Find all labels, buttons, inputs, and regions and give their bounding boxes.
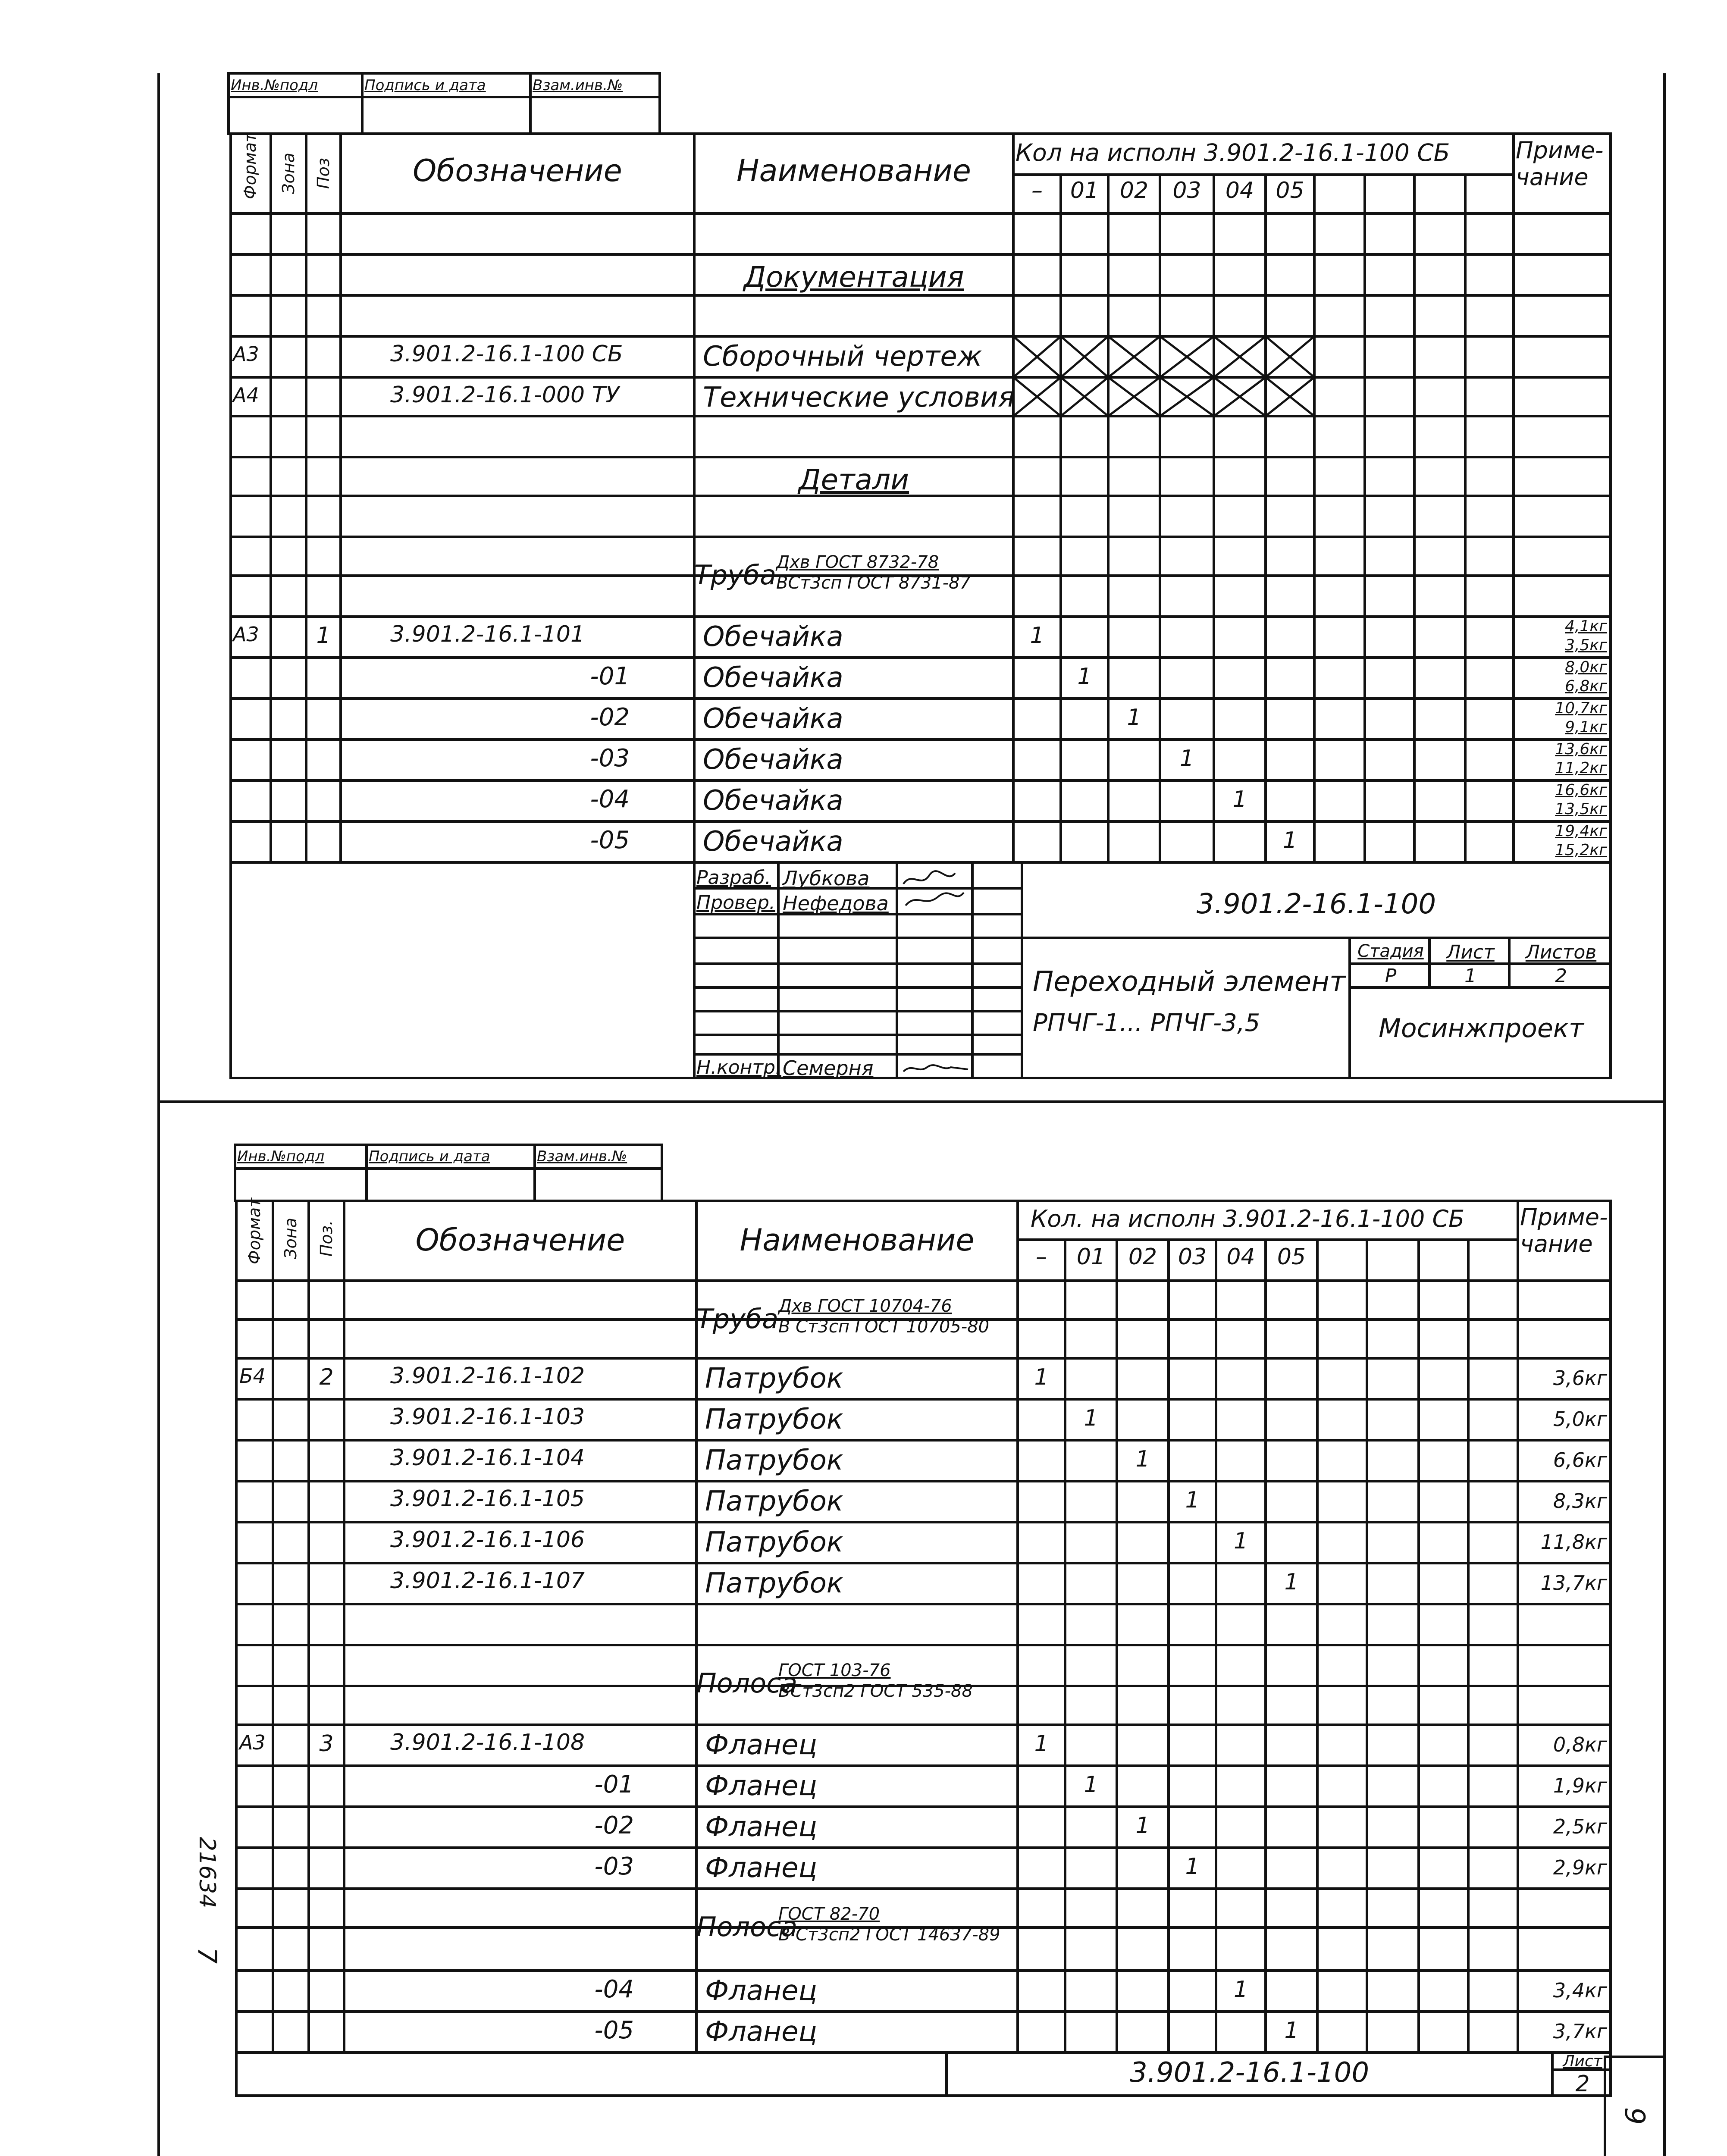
row-name: Фланец	[705, 1729, 817, 1761]
row-name: Обечайка	[703, 702, 843, 735]
row-position: 2	[319, 1364, 334, 1391]
stamp-replace-label-2: Взам.инв.№	[537, 1148, 627, 1165]
row-mass: 3,6кг	[1553, 1366, 1607, 1390]
row-designation: 3.901.2-16.1-106	[390, 1527, 585, 1553]
row-name: Фланец	[705, 1811, 817, 1843]
row-qty: 1	[1233, 1528, 1248, 1554]
role-norm-control: Н.контр.	[696, 1056, 781, 1078]
row-qty: 1	[1077, 664, 1092, 690]
stamp-inv-label-2: Инв.№подл	[237, 1148, 325, 1165]
row-material-spec-bottom: ВСт3сп2 ГОСТ 535-88	[778, 1681, 973, 1701]
qty-col-header: 01	[1076, 1244, 1106, 1270]
row-mass-top: 4,1кг	[1565, 617, 1607, 635]
row-qty: 1	[1179, 746, 1194, 772]
organization: Мосинжпроект	[1379, 1013, 1584, 1044]
row-qty: 1	[1084, 1405, 1098, 1432]
page-number: 9	[1618, 2107, 1650, 2125]
row-mass: 1,9кг	[1553, 1774, 1607, 1797]
doc-title-line1: Переходный элемент	[1033, 966, 1346, 998]
sheets-value: 2	[1555, 965, 1567, 987]
row-name: Обечайка	[703, 743, 843, 776]
row-name: Технические условия	[703, 381, 1015, 414]
row-qty: 1	[1232, 787, 1247, 813]
row-position: 3	[319, 1731, 334, 1757]
row-name: Обечайка	[703, 620, 843, 653]
stamp-sign-label: Подпись и дата	[364, 77, 486, 94]
name-developer: Лубкова	[783, 867, 870, 890]
doc-title-line2: РПЧГ-1... РПЧГ-3,5	[1033, 1009, 1260, 1037]
header-zone-2: Зона	[281, 1218, 300, 1259]
row-designation: -02	[594, 1811, 634, 1840]
row-mass-bottom: 9,1кг	[1565, 718, 1607, 736]
header-pos: Поз	[314, 157, 333, 189]
row-designation: -01	[590, 662, 630, 691]
row-mass-bottom: 11,2кг	[1555, 759, 1607, 777]
row-mass: 11,8кг	[1540, 1530, 1607, 1554]
header-format: Формат	[241, 132, 260, 199]
row-material-name: Полоса	[696, 1911, 798, 1943]
row-mass-top: 10,7кг	[1555, 699, 1607, 717]
header-qty-title-2: Кол. на исполн 3.901.2-16.1-100 СБ	[1031, 1205, 1465, 1232]
name-checker: Нефедова	[783, 892, 889, 915]
row-material-name: Труба	[694, 559, 777, 591]
row-qty: 1	[1127, 705, 1141, 731]
row-format: Б4	[239, 1364, 266, 1388]
row-mass: 0,8кг	[1553, 1733, 1607, 1756]
stamp-inv-label: Инв.№подл	[231, 77, 318, 94]
header-note: Приме- чание	[1516, 137, 1604, 191]
row-designation: -05	[590, 826, 630, 855]
header-designation: Обозначение	[413, 153, 622, 188]
row-name: Патрубок	[705, 1403, 843, 1435]
row-name: Фланец	[705, 1770, 817, 1802]
row-designation: 3.901.2-16.1-101	[390, 621, 585, 648]
qty-col-header: 02	[1128, 1244, 1157, 1270]
row-designation: -04	[594, 1975, 634, 2004]
row-material-spec-top: Дхв ГОСТ 10704-76	[778, 1296, 952, 1316]
row-designation: -01	[594, 1771, 634, 1799]
row-mass-bottom: 6,8кг	[1565, 677, 1607, 695]
row-name: Фланец	[705, 1852, 817, 1884]
row-qty: 1	[1185, 1854, 1200, 1880]
row-name: Патрубок	[705, 1444, 843, 1476]
qty-col-header: 05	[1277, 1244, 1306, 1270]
row-mass-bottom: 15,2кг	[1555, 841, 1607, 859]
row-qty: 1	[1135, 1813, 1150, 1839]
sheet-value: 1	[1464, 965, 1476, 987]
row-name: Патрубок	[705, 1526, 843, 1558]
header-note-2: Приме- чание	[1520, 1203, 1608, 1257]
row-mass: 8,3кг	[1553, 1489, 1607, 1513]
row-name: Обечайка	[703, 661, 843, 694]
header-format-2: Формат	[245, 1197, 264, 1264]
role-checker: Провер.	[696, 892, 775, 914]
header-qty-title: Кол на исполн 3.901.2-16.1-100 СБ	[1016, 139, 1450, 166]
row-material-spec-top: ГОСТ 103-76	[778, 1661, 891, 1681]
row-designation: -04	[590, 785, 630, 814]
page-mark: 7	[192, 1947, 222, 1964]
row-designation: -03	[590, 744, 630, 773]
row-qty: 1	[1030, 623, 1044, 649]
qty-col-header: –	[1036, 1244, 1047, 1270]
row-designation: 3.901.2-16.1-108	[390, 1730, 585, 1756]
row-mass-bottom: 3,5кг	[1565, 636, 1607, 654]
row-qty: 1	[1185, 1487, 1200, 1514]
qty-col-header: 03	[1178, 1244, 1207, 1270]
qty-col-header: 01	[1070, 178, 1099, 204]
row-material-spec-bottom: В Ст3сп2 ГОСТ 14637-89	[778, 1924, 1000, 1945]
footer-sheet-label: Лист	[1563, 2053, 1602, 2070]
row-designation: 3.901.2-16.1-102	[390, 1363, 585, 1389]
archive-number: 21634	[194, 1837, 220, 1908]
qty-col-header: –	[1031, 178, 1043, 204]
row-material-name: Полоса	[696, 1667, 798, 1699]
row-qty: 1	[1135, 1446, 1150, 1473]
row-material-spec-bottom: В Ст3сп ГОСТ 10705-80	[778, 1316, 990, 1337]
qty-col-header: 04	[1226, 1244, 1255, 1270]
row-mass: 6,6кг	[1553, 1448, 1607, 1472]
footer-doc-number: 3.901.2-16.1-100	[1129, 2057, 1370, 2089]
row-designation: -03	[594, 1852, 634, 1881]
header-zone: Зона	[279, 153, 298, 194]
row-mass: 3,4кг	[1553, 1979, 1607, 2002]
row-designation: 3.901.2-16.1-104	[390, 1445, 585, 1471]
row-mass: 13,7кг	[1540, 1571, 1607, 1595]
signature-norm-control	[899, 1056, 972, 1078]
row-designation: 3.901.2-16.1-000 ТУ	[390, 382, 620, 408]
row-material-spec-bottom: ВСт3сп ГОСТ 8731-87	[776, 573, 971, 593]
row-format: А3	[239, 1731, 266, 1755]
row-designation: 3.901.2-16.1-100 СБ	[390, 341, 623, 367]
stage-value: Р	[1385, 965, 1397, 987]
row-qty: 1	[1233, 1977, 1248, 2003]
row-mass: 2,9кг	[1553, 1856, 1607, 1879]
qty-col-header: 03	[1172, 178, 1201, 204]
sheets-label: Листов	[1525, 941, 1597, 963]
row-qty: 1	[1034, 1731, 1049, 1757]
row-material-spec-top: Дхв ГОСТ 8732-78	[776, 552, 939, 573]
row-mass-top: 16,6кг	[1555, 781, 1607, 799]
row-mass-bottom: 13,5кг	[1555, 800, 1607, 818]
row-mass-top: 8,0кг	[1565, 658, 1607, 676]
row-format: А3	[233, 623, 259, 646]
row-qty: 1	[1284, 1569, 1299, 1595]
row-name: Патрубок	[705, 1567, 843, 1599]
row-name: Сборочный чертеж	[703, 340, 982, 373]
sheet-label: Лист	[1446, 941, 1495, 963]
row-designation: -05	[594, 2016, 634, 2045]
signature-marks	[899, 867, 972, 914]
header-pos-2: Поз.	[317, 1220, 336, 1257]
row-format: А4	[233, 383, 259, 407]
row-designation: 3.901.2-16.1-103	[390, 1404, 585, 1430]
row-name: Обечайка	[703, 825, 843, 858]
header-name: Наименование	[737, 153, 971, 188]
row-material-name: Труба	[696, 1303, 779, 1335]
role-developer: Разраб.	[696, 867, 771, 889]
row-name: Фланец	[705, 2015, 817, 2048]
row-designation: -02	[590, 703, 630, 732]
footer-sheet-number: 2	[1575, 2071, 1590, 2097]
row-name: Патрубок	[705, 1485, 843, 1517]
row-mass-top: 19,4кг	[1555, 822, 1607, 840]
row-format: А3	[233, 342, 259, 366]
section-heading: Детали	[798, 463, 909, 497]
row-material-spec-top: ГОСТ 82-70	[778, 1904, 880, 1924]
row-mass: 3,7кг	[1553, 2020, 1607, 2043]
name-norm-control: Семерня	[783, 1056, 874, 1080]
row-designation: 3.901.2-16.1-105	[390, 1486, 585, 1512]
row-name: Обечайка	[703, 784, 843, 817]
section-heading: Документация	[743, 260, 964, 294]
header-designation-2: Обозначение	[415, 1222, 625, 1258]
row-qty: 1	[1084, 1772, 1098, 1798]
doc-number: 3.901.2-16.1-100	[1196, 888, 1436, 920]
qty-col-header: 02	[1119, 178, 1149, 204]
header-name-2: Наименование	[740, 1222, 975, 1258]
qty-col-header: 04	[1225, 178, 1254, 204]
stamp-replace-label: Взам.инв.№	[533, 77, 623, 94]
row-name: Фланец	[705, 1974, 817, 2007]
row-name: Патрубок	[705, 1362, 843, 1395]
row-mass-top: 13,6кг	[1555, 740, 1607, 758]
stage-label: Стадия	[1357, 941, 1424, 961]
stamp-sign-label-2: Подпись и дата	[369, 1148, 490, 1165]
row-qty: 1	[1284, 2018, 1299, 2044]
qty-col-header: 05	[1276, 178, 1304, 204]
row-qty: 1	[1034, 1364, 1049, 1391]
row-mass: 2,5кг	[1553, 1815, 1607, 1838]
row-qty: 1	[1282, 827, 1298, 854]
row-position: 1	[316, 623, 331, 649]
row-designation: 3.901.2-16.1-107	[390, 1568, 585, 1594]
row-mass: 5,0кг	[1553, 1407, 1607, 1431]
